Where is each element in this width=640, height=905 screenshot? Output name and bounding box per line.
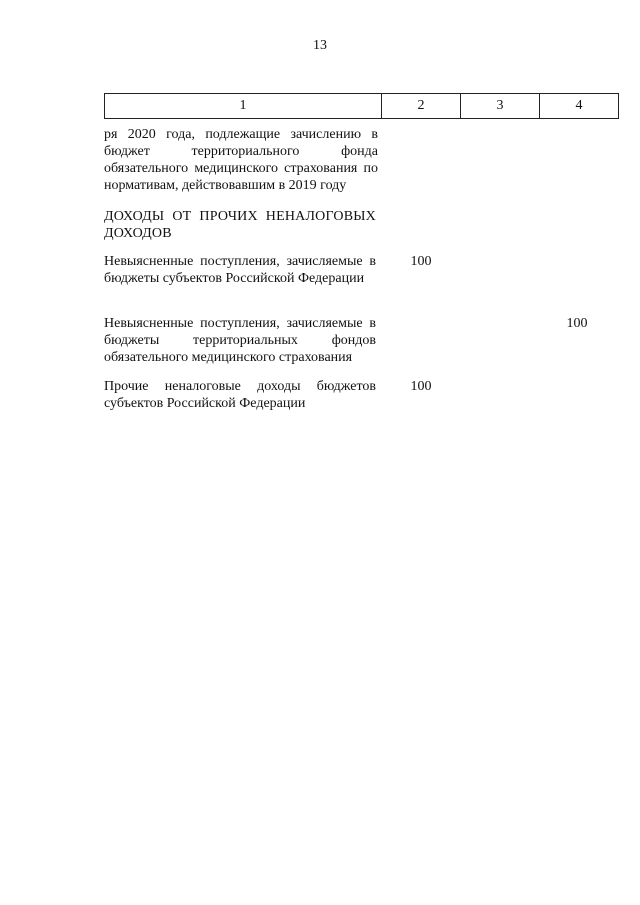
row-description: Невыясненные поступления, зачисляемые в бюджеты территориальных фондов обязательного медицинского страхования bbox=[104, 316, 376, 365]
row-value-col-2: 100 bbox=[410, 379, 432, 394]
row-description: Прочие неналоговые доходы бюджетов субъектов Российской Федерации bbox=[104, 379, 376, 411]
section-heading: ДОХОДЫ ОТ ПРОЧИХ НЕНАЛОГОВЫХ ДОХОДОВ bbox=[104, 209, 376, 241]
row-description: Невыясненные поступления, зачисляемые в бюджеты субъектов Российской Федерации bbox=[104, 254, 376, 286]
header-col-2: 2 bbox=[382, 94, 461, 119]
row-value-col-4: 100 bbox=[566, 316, 588, 331]
header-col-4: 4 bbox=[540, 94, 619, 119]
header-row bbox=[105, 94, 619, 119]
table-header bbox=[104, 93, 619, 119]
page-number: 13 bbox=[313, 38, 327, 53]
row-description: ря 2020 года, подлежащие зачислению в бюджет территориального фонда обязательного медицинского страхования по нормативам, действовавшим в 2019 году bbox=[104, 127, 378, 193]
header-col-1: 1 bbox=[105, 94, 382, 119]
row-value-col-2: 100 bbox=[410, 254, 432, 269]
header-col-3: 3 bbox=[461, 94, 540, 119]
